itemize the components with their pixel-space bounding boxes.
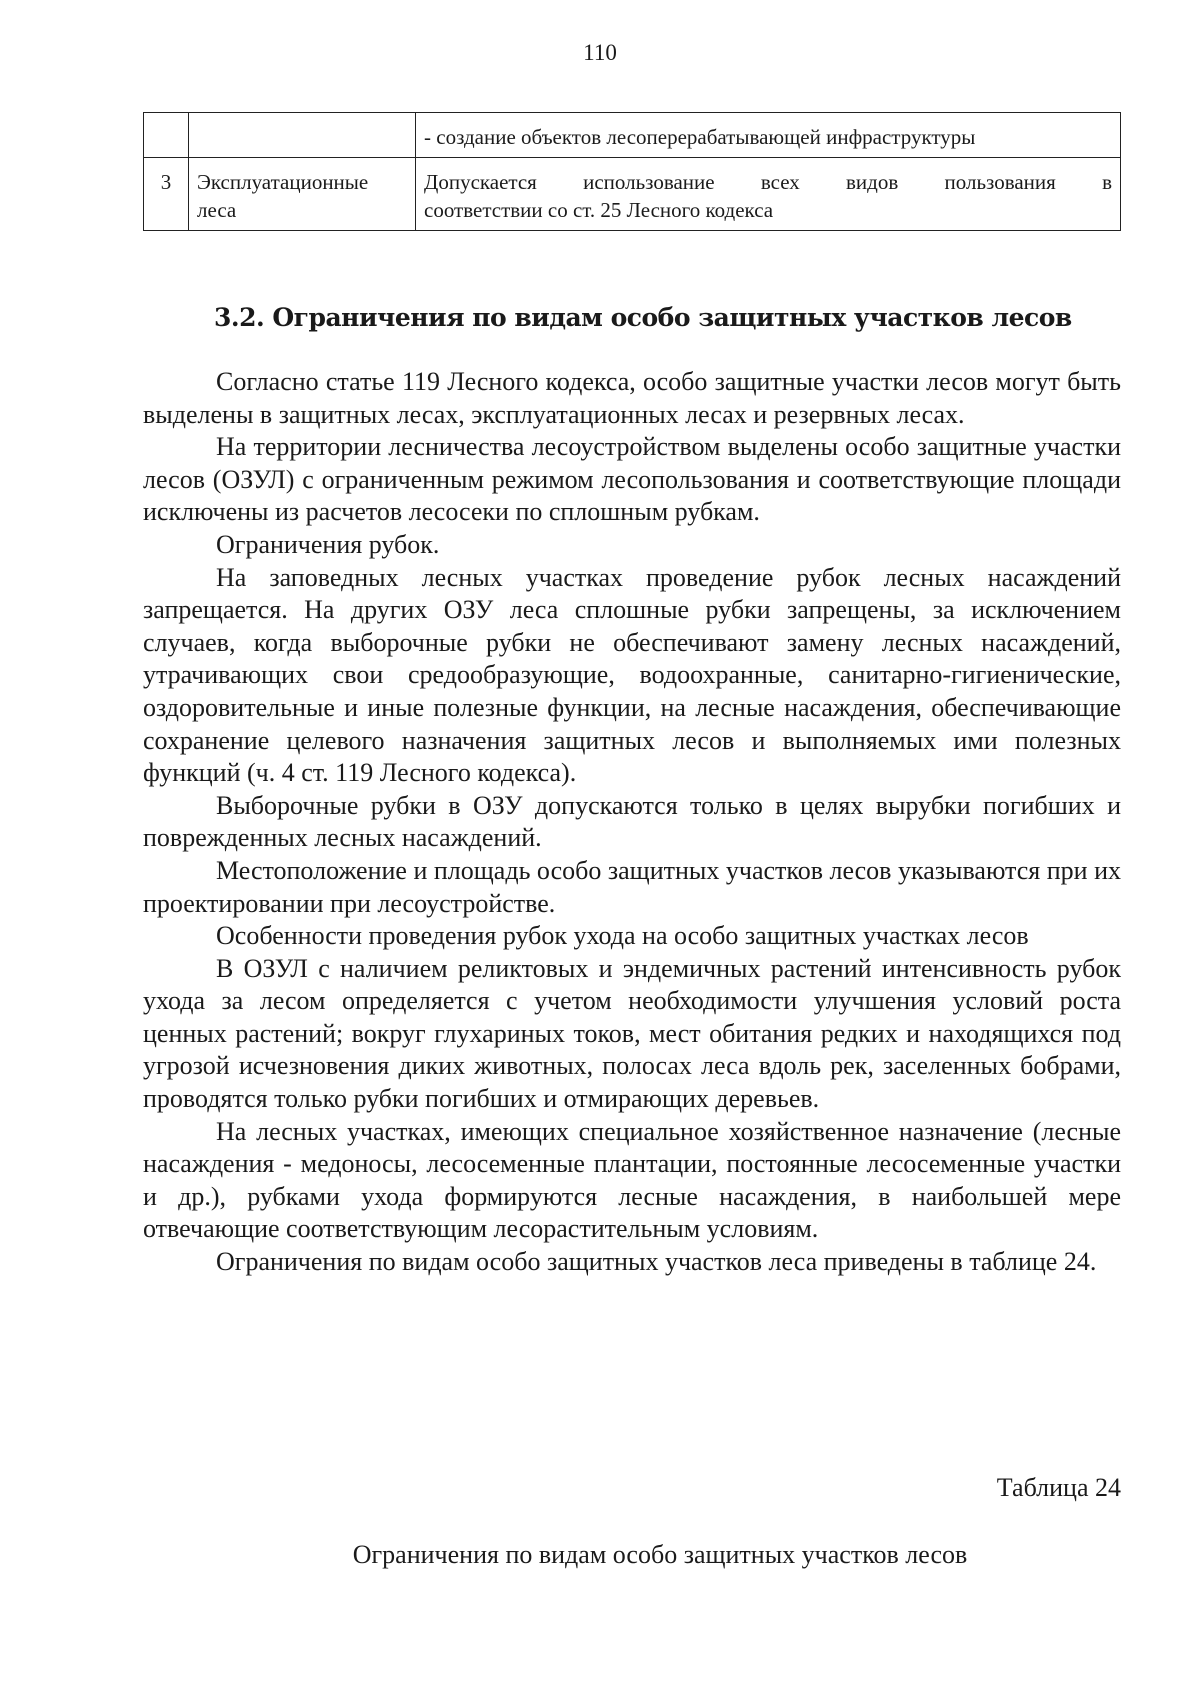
paragraph: На заповедных лесных участках проведение рубок лесных насаждений запрещается. На других ОЗУ леса сплошные рубки запрещены, за исключением случаев, когда выборочные рубки не обеспечивают замену лесных насаждений, утрачивающих свои средообразующие, водоохранные, санитарно-гигиенические, оздоровительные и иные полезные функции, на лесные насаждения, обеспечивающие сохранение целевого назначения защитных лесов и выполняемых ими полезных функций (ч. 4 ст. 119 Лесного кодекса). [143, 562, 1121, 788]
forest-category-cell [189, 113, 416, 158]
paragraph: Согласно статье 119 Лесного кодекса, особо защитные участки лесов могут быть выделены в защитных лесах, эксплуатационных лесах и резервных лесах. [143, 367, 1121, 429]
paragraph: Ограничения по видам особо защитных участков леса приведены в таблице 24. [216, 1247, 1097, 1277]
paragraph: На территории лесничества лесоустройством выделены особо защитные участки лесов (ОЗУЛ) с ограниченным режимом лесопользования и соответствующие площади исключены из расчетов лесосеки по сплошным рубкам. [143, 432, 1121, 527]
description-line: соответствии со ст. 25 Лесного кодекса [424, 198, 774, 222]
paragraph: Ограничения рубок. [216, 529, 440, 559]
row-number-cell: 3 [144, 158, 189, 231]
description-line: Допускается использование всех видов пользования в [424, 170, 1112, 194]
forest-category-cell: Эксплуатационные леса [189, 158, 416, 231]
description-cell: - создание объектов лесоперерабатывающей инфраструктуры [416, 113, 1121, 158]
section-body [143, 366, 1121, 1279]
description-cell [416, 158, 1121, 231]
paragraph: На лесных участках, имеющих специальное хозяйственное назначение (лесные насаждения - медоносы, лесосеменные плантации, постоянные лесосеменные участки и др.), рубками ухода формируются лесные насаждения, в наибольшей мере отвечающие соответствующим лесорастительным условиям. [143, 1116, 1121, 1244]
paragraph: В ОЗУЛ с наличием реликтовых и эндемичных растений интенсивность рубок ухода за лесом определяется с учетом необходимости улучшения условий роста ценных растений; вокруг глухариных токов, мест обитания редких и находящихся под угрозой исчезновения диких животных, полосах леса вдоль рек, заселенных бобрами, проводятся только рубки погибших и отмирающих деревьев. [143, 953, 1121, 1114]
paragraph: Местоположение и площадь особо защитных участков лесов указываются при их проектировании при лесоустройстве. [143, 855, 1121, 918]
row-number-cell [144, 113, 189, 158]
table-row [144, 158, 1121, 231]
table-caption: Таблица 24 [996, 1473, 1121, 1502]
paragraph: Выборочные рубки в ОЗУ допускаются только в целях вырубки погибших и поврежденных лесных насаждений. [143, 790, 1121, 853]
table-row [144, 113, 1121, 158]
page-number: 110 [583, 40, 617, 65]
table-title: Ограничения по видам особо защитных участков лесов [352, 1540, 968, 1569]
paragraph: Особенности проведения рубок ухода на особо защитных участках лесов [216, 921, 1029, 951]
section-heading: 3.2. Ограничения по видам особо защитных участков лесов [214, 303, 1072, 332]
continuation-table [143, 112, 1121, 231]
